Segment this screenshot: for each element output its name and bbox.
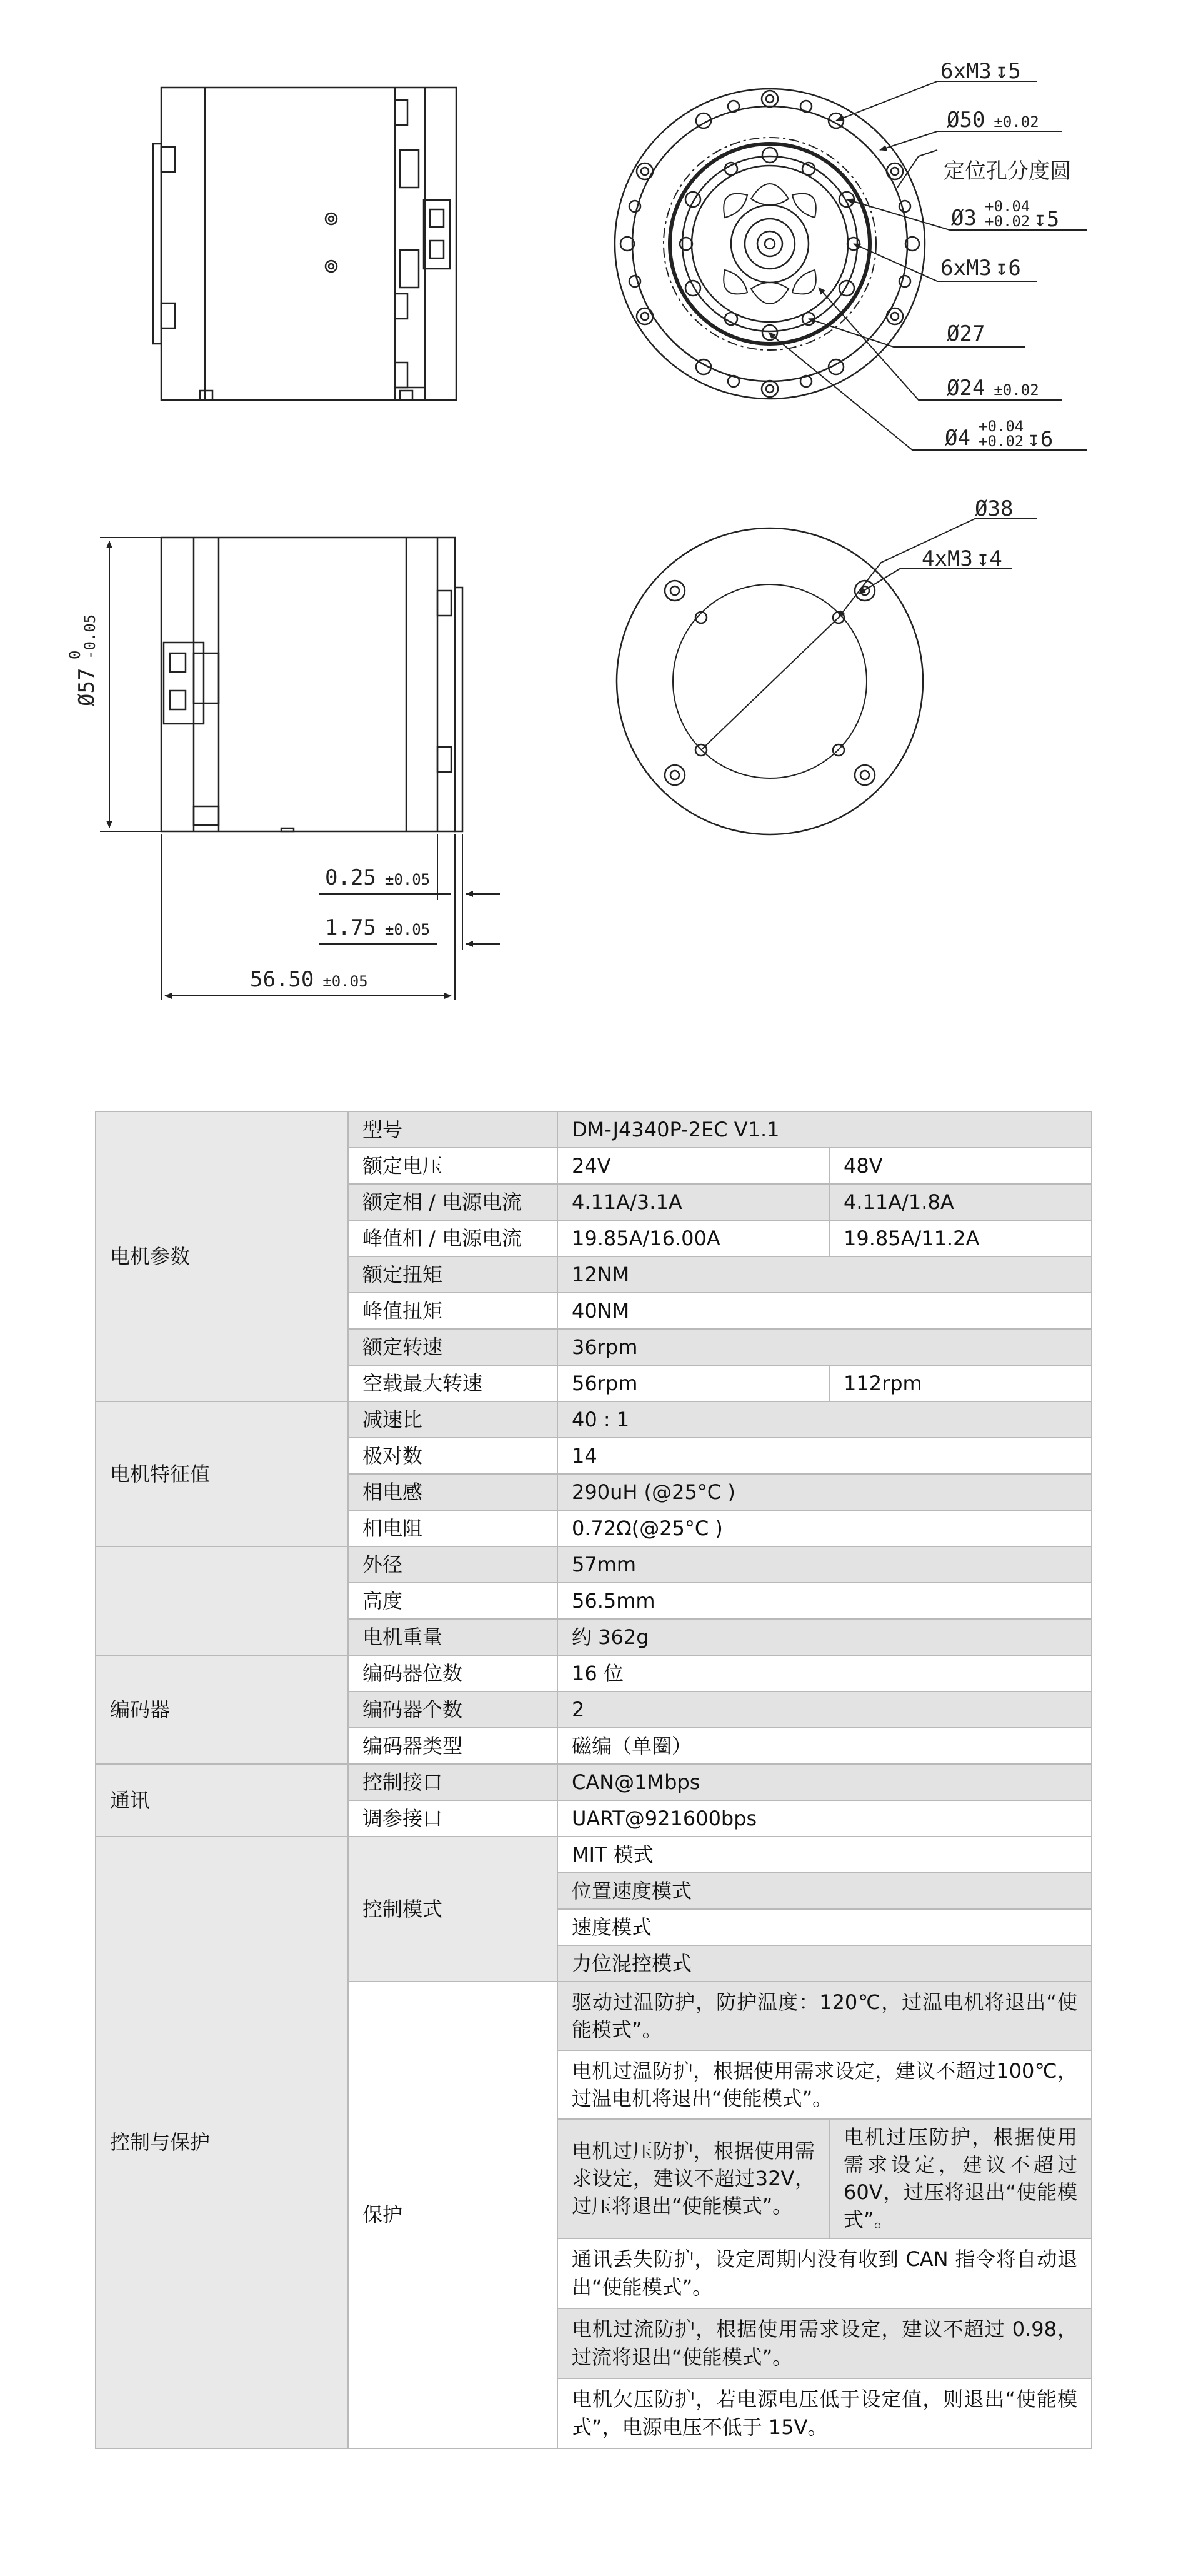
callout-d3: Ø3 +0.04 +0.02 ↧5 bbox=[951, 198, 1060, 232]
value-peak-current-24: 19.85A/16.00A bbox=[557, 1220, 829, 1256]
front-callouts bbox=[940, 59, 1071, 452]
front-view bbox=[615, 89, 925, 399]
value-voltage-48: 48V bbox=[829, 1148, 1092, 1184]
row-label-ctrl-if: 控制接口 bbox=[348, 1764, 557, 1800]
table-row bbox=[96, 1111, 1092, 1148]
value-rated-current-48: 4.11A/1.8A bbox=[829, 1184, 1092, 1220]
dim-1-75: 1.75 ±0.05 bbox=[325, 915, 431, 940]
row-label-peak-current: 峰值相 / 电源电流 bbox=[348, 1220, 557, 1256]
callout-4xm3-4: 4xM3 ↧4 bbox=[922, 546, 1002, 571]
value-rated-torque: 12NM bbox=[557, 1256, 1092, 1293]
row-label-enc-bits: 编码器位数 bbox=[348, 1655, 557, 1691]
row-label-ratio: 减速比 bbox=[348, 1401, 557, 1438]
rear-view bbox=[617, 528, 923, 834]
value-inductance: 290uH (@25°C ) bbox=[557, 1474, 1092, 1510]
value-mode-3: 力位混控模式 bbox=[557, 1945, 1092, 1982]
group-motor-char: 电机特征值 bbox=[96, 1401, 348, 1546]
callout-d27: Ø27 bbox=[947, 321, 985, 346]
value-ratio: 40 : 1 bbox=[557, 1401, 1092, 1438]
row-label-model: 型号 bbox=[348, 1111, 557, 1148]
row-label-voltage: 额定电压 bbox=[348, 1148, 557, 1184]
row-label-weight: 电机重量 bbox=[348, 1619, 557, 1655]
value-enc-count: 2 bbox=[557, 1691, 1092, 1728]
value-peak-torque: 40NM bbox=[557, 1293, 1092, 1329]
value-weight: 约 362g bbox=[557, 1619, 1092, 1655]
row-label-max-speed: 空载最大转速 bbox=[348, 1365, 557, 1401]
side-view-top bbox=[153, 88, 456, 400]
value-resistance: 0.72Ω(@25°C ) bbox=[557, 1510, 1092, 1546]
value-height: 56.5mm bbox=[557, 1583, 1092, 1619]
dim-56-50: 56.50 ±0.05 bbox=[250, 967, 368, 992]
row-label-rated-torque: 额定扭矩 bbox=[348, 1256, 557, 1293]
value-enc-type: 磁编（单圈） bbox=[557, 1728, 1092, 1764]
value-peak-current-48: 19.85A/11.2A bbox=[829, 1220, 1092, 1256]
row-label-resistance: 相电阻 bbox=[348, 1510, 557, 1546]
row-label-peak-torque: 峰值扭矩 bbox=[348, 1293, 557, 1329]
value-rated-speed: 36rpm bbox=[557, 1329, 1092, 1365]
value-max-speed-48: 112rpm bbox=[829, 1365, 1092, 1401]
row-label-rated-speed: 额定转速 bbox=[348, 1329, 557, 1365]
value-od: 57mm bbox=[557, 1546, 1092, 1583]
side-view-bottom bbox=[161, 538, 462, 831]
row-label-enc-type: 编码器类型 bbox=[348, 1728, 557, 1764]
callout-positioning-circle: 定位孔分度圆 bbox=[944, 159, 1071, 184]
callout-6xm3-5: 6xM3 ↧5 bbox=[940, 59, 1021, 84]
spec-table bbox=[95, 1111, 1092, 2449]
callout-d50: Ø50 ±0.02 bbox=[947, 108, 1039, 133]
value-poles: 14 bbox=[557, 1438, 1092, 1474]
row-label-rated-current: 额定相 / 电源电流 bbox=[348, 1184, 557, 1220]
row-label-ctrl-mode: 控制模式 bbox=[348, 1837, 557, 1982]
value-model: DM-J4340P-2EC V1.1 bbox=[557, 1111, 1092, 1148]
engineering-drawings bbox=[0, 0, 1181, 1100]
group-control: 控制与保护 bbox=[96, 1837, 348, 2448]
table-row bbox=[96, 1401, 1092, 1438]
group-encoder: 编码器 bbox=[96, 1655, 348, 1764]
value-mode-2: 速度模式 bbox=[557, 1909, 1092, 1945]
callout-6xm3-6: 6xM3 ↧6 bbox=[940, 256, 1021, 281]
value-ctrl-if: CAN@1Mbps bbox=[557, 1764, 1092, 1800]
value-protect-ov-24: 电机过压防护，根据使用需求设定，建议不超过32V，过压将退出“使能模式”。 bbox=[557, 2119, 829, 2238]
value-tune-if: UART@921600bps bbox=[557, 1800, 1092, 1837]
table-row bbox=[96, 1655, 1092, 1691]
group-comm: 通讯 bbox=[96, 1764, 348, 1837]
table-row bbox=[96, 1837, 1092, 1873]
value-protect-driver-temp: 驱动过温防护，防护温度：120℃，过温电机将退出“使能模式”。 bbox=[557, 1982, 1092, 2050]
value-mode-1: 位置速度模式 bbox=[557, 1873, 1092, 1909]
table-row bbox=[96, 1764, 1092, 1800]
dim-d57: Ø570-0.05 bbox=[66, 614, 99, 706]
group-motor-params: 电机参数 bbox=[96, 1111, 348, 1401]
value-mode-0: MIT 模式 bbox=[557, 1837, 1092, 1873]
row-label-protect: 保护 bbox=[348, 1982, 557, 2448]
value-max-speed-24: 56rpm bbox=[557, 1365, 829, 1401]
value-protect-ov-48: 电机过压防护，根据使用需求设定，建议不超过60V，过压将退出“使能模式”。 bbox=[829, 2119, 1092, 2238]
group-mechanical bbox=[96, 1546, 348, 1655]
value-protect-oc: 电机过流防护，根据使用需求设定，建议不超过 0.98，过流将退出“使能模式”。 bbox=[557, 2308, 1092, 2378]
value-voltage-24: 24V bbox=[557, 1148, 829, 1184]
row-label-od: 外径 bbox=[348, 1546, 557, 1583]
callout-d38: Ø38 bbox=[975, 496, 1014, 521]
row-label-enc-count: 编码器个数 bbox=[348, 1691, 557, 1728]
row-label-poles: 极对数 bbox=[348, 1438, 557, 1474]
value-rated-current-24: 4.11A/3.1A bbox=[557, 1184, 829, 1220]
table-row bbox=[96, 1546, 1092, 1583]
row-label-inductance: 相电感 bbox=[348, 1474, 557, 1510]
rear-callouts bbox=[922, 496, 1013, 571]
row-label-tune-if: 调参接口 bbox=[348, 1800, 557, 1837]
dim-0-25: 0.25 ±0.05 bbox=[325, 865, 431, 890]
value-protect-uv: 电机欠压防护，若电源电压低于设定值，则退出“使能模式”，电源电压不低于 15V。 bbox=[557, 2378, 1092, 2448]
callout-d24: Ø24 ±0.02 bbox=[947, 376, 1039, 401]
side-dimensions bbox=[66, 614, 430, 992]
value-enc-bits: 16 位 bbox=[557, 1655, 1092, 1691]
value-protect-motor-temp: 电机过温防护，根据使用需求设定，建议不超过100℃，过温电机将退出“使能模式”。 bbox=[557, 2050, 1092, 2119]
row-label-height: 高度 bbox=[348, 1583, 557, 1619]
callout-d4: Ø4 +0.04 +0.02 ↧6 bbox=[945, 418, 1054, 452]
value-protect-comm: 通讯丢失防护，设定周期内没有收到 CAN 指令将自动退出“使能模式”。 bbox=[557, 2238, 1092, 2308]
